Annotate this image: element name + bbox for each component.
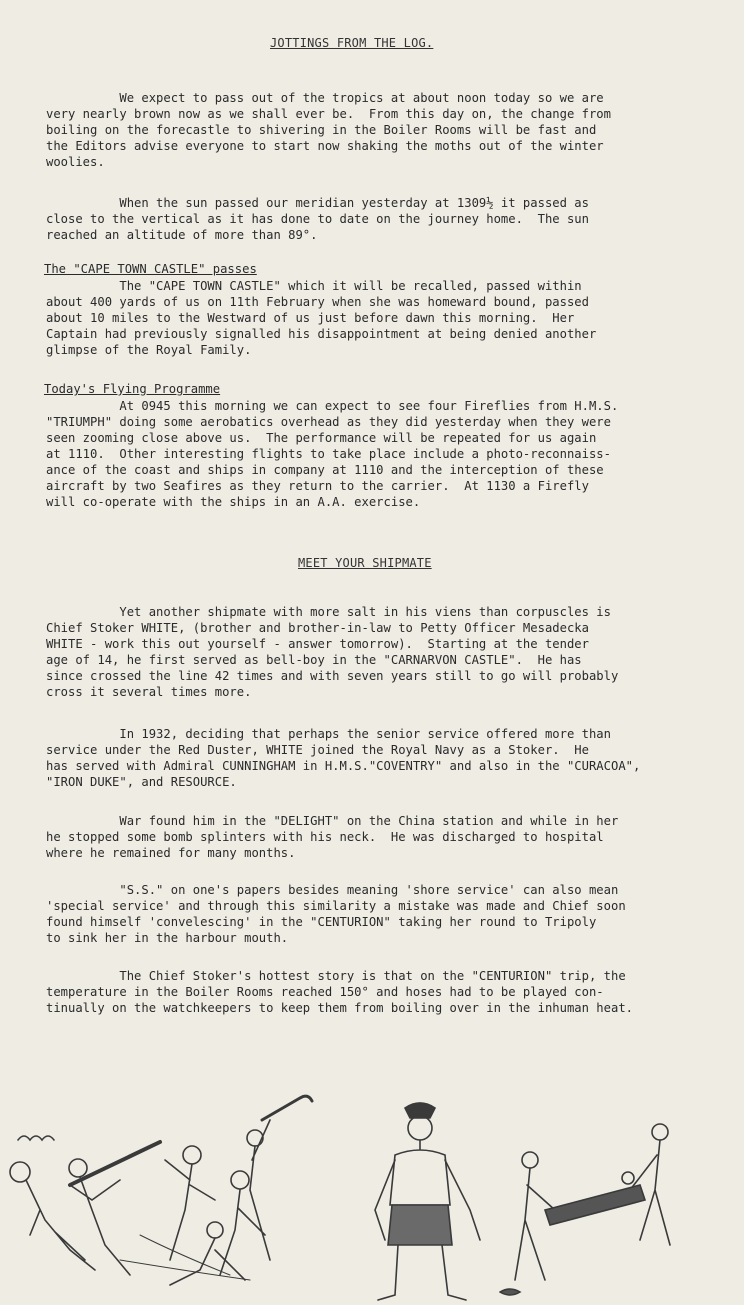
paragraph-special-service: "S.S." on one's papers besides meaning 'shore service' can also mean 'special service' and through this similarity a mistake was made and Chief soon found himself 'convelescing' in the "CENTURION" taking her round to Tripoly to sink her in the harbour mouth. [46,883,626,945]
paragraph-flying-programme: At 0945 this morning we can expect to see four Fireflies from H.M.S. "TRIUMPH" doing some aerobatics overhead as they did yesterday when they were seen zooming close above us. The performance will be repeated for us again at 1110. Other interesting flights to take place include a photo-reconnaiss- ance of the coast and ships in company at 1110 and the interception of these aircraft by two Seafires as they return to the carrier. At 1130 a Firefly will co-operate with the ships in an A.A. exercise. [46,399,619,509]
page-title: JOTTINGS FROM THE LOG. [270,36,434,50]
paragraph-sun: When the sun passed our meridian yesterday at 1309½ it passed as close to the vertical as it has done to date on the journey home. The sun reached an altitude of more than 89°. [46,196,589,242]
paragraph-shipmate-intro: Yet another shipmate with more salt in his viens than corpuscles is Chief Stoker WHITE, (brother and brother-in-law to Petty Officer Mesadecka WHITE - work this out yourself - answer tomorrow). Starting at the tender age of 14, he first served as bell-boy in the "CARNARVON CASTLE". He has since crossed the line 42 times and with seven years still to go will probably cross it several times more. [46,605,619,699]
paragraph-royal-navy: In 1932, deciding that perhaps the senior service offered more than service under the Red Duster, WHITE joined the Royal Navy as a Stoker. He has served with Admiral CUNNINGHAM in H.M.S."COVENTRY" and also in the "CURACOA", "IRON DUKE", and RESOURCE. [46,727,641,789]
paragraph-tropics: We expect to pass out of the tropics at about noon today so we are very nearly brown now as we shall ever be. From this day on, the change from boiling on the forecastle to shivering in the Boiler Rooms will be fast and the Editors advise everyone to start now shaking the moths out of the winter woolies. [46,91,611,169]
paragraph-cape-town-castle: The "CAPE TOWN CASTLE" which it will be recalled, passed within about 400 yards of us on 11th February when she was homeward bound, passed about 10 miles to the Westward of us just before dawn this morning. Her Captain had previously signalled his disappointment at being denied another glimpse of the Royal Family. [46,279,597,357]
subheading-cape-town-castle: The "CAPE TOWN CASTLE" passes [44,262,257,276]
section-title-shipmate: MEET YOUR SHIPMATE [298,556,432,570]
paragraph-hottest-story: The Chief Stoker's hottest story is that on the "CENTURION" trip, the temperature in the Boiler Rooms reached 150° and hoses had to be played con- tinually on the watchkeepers to keep them from boiling over in the inhuman heat. [46,969,633,1015]
cartoon-sketch-icon [0,1060,744,1305]
subheading-flying-programme: Today's Flying Programme [44,382,221,396]
paragraph-war-service: War found him in the "DELIGHT" on the China station and while in her he stopped some bomb splinters with his neck. He was discharged to hospital where he remained for many months. [46,814,619,860]
